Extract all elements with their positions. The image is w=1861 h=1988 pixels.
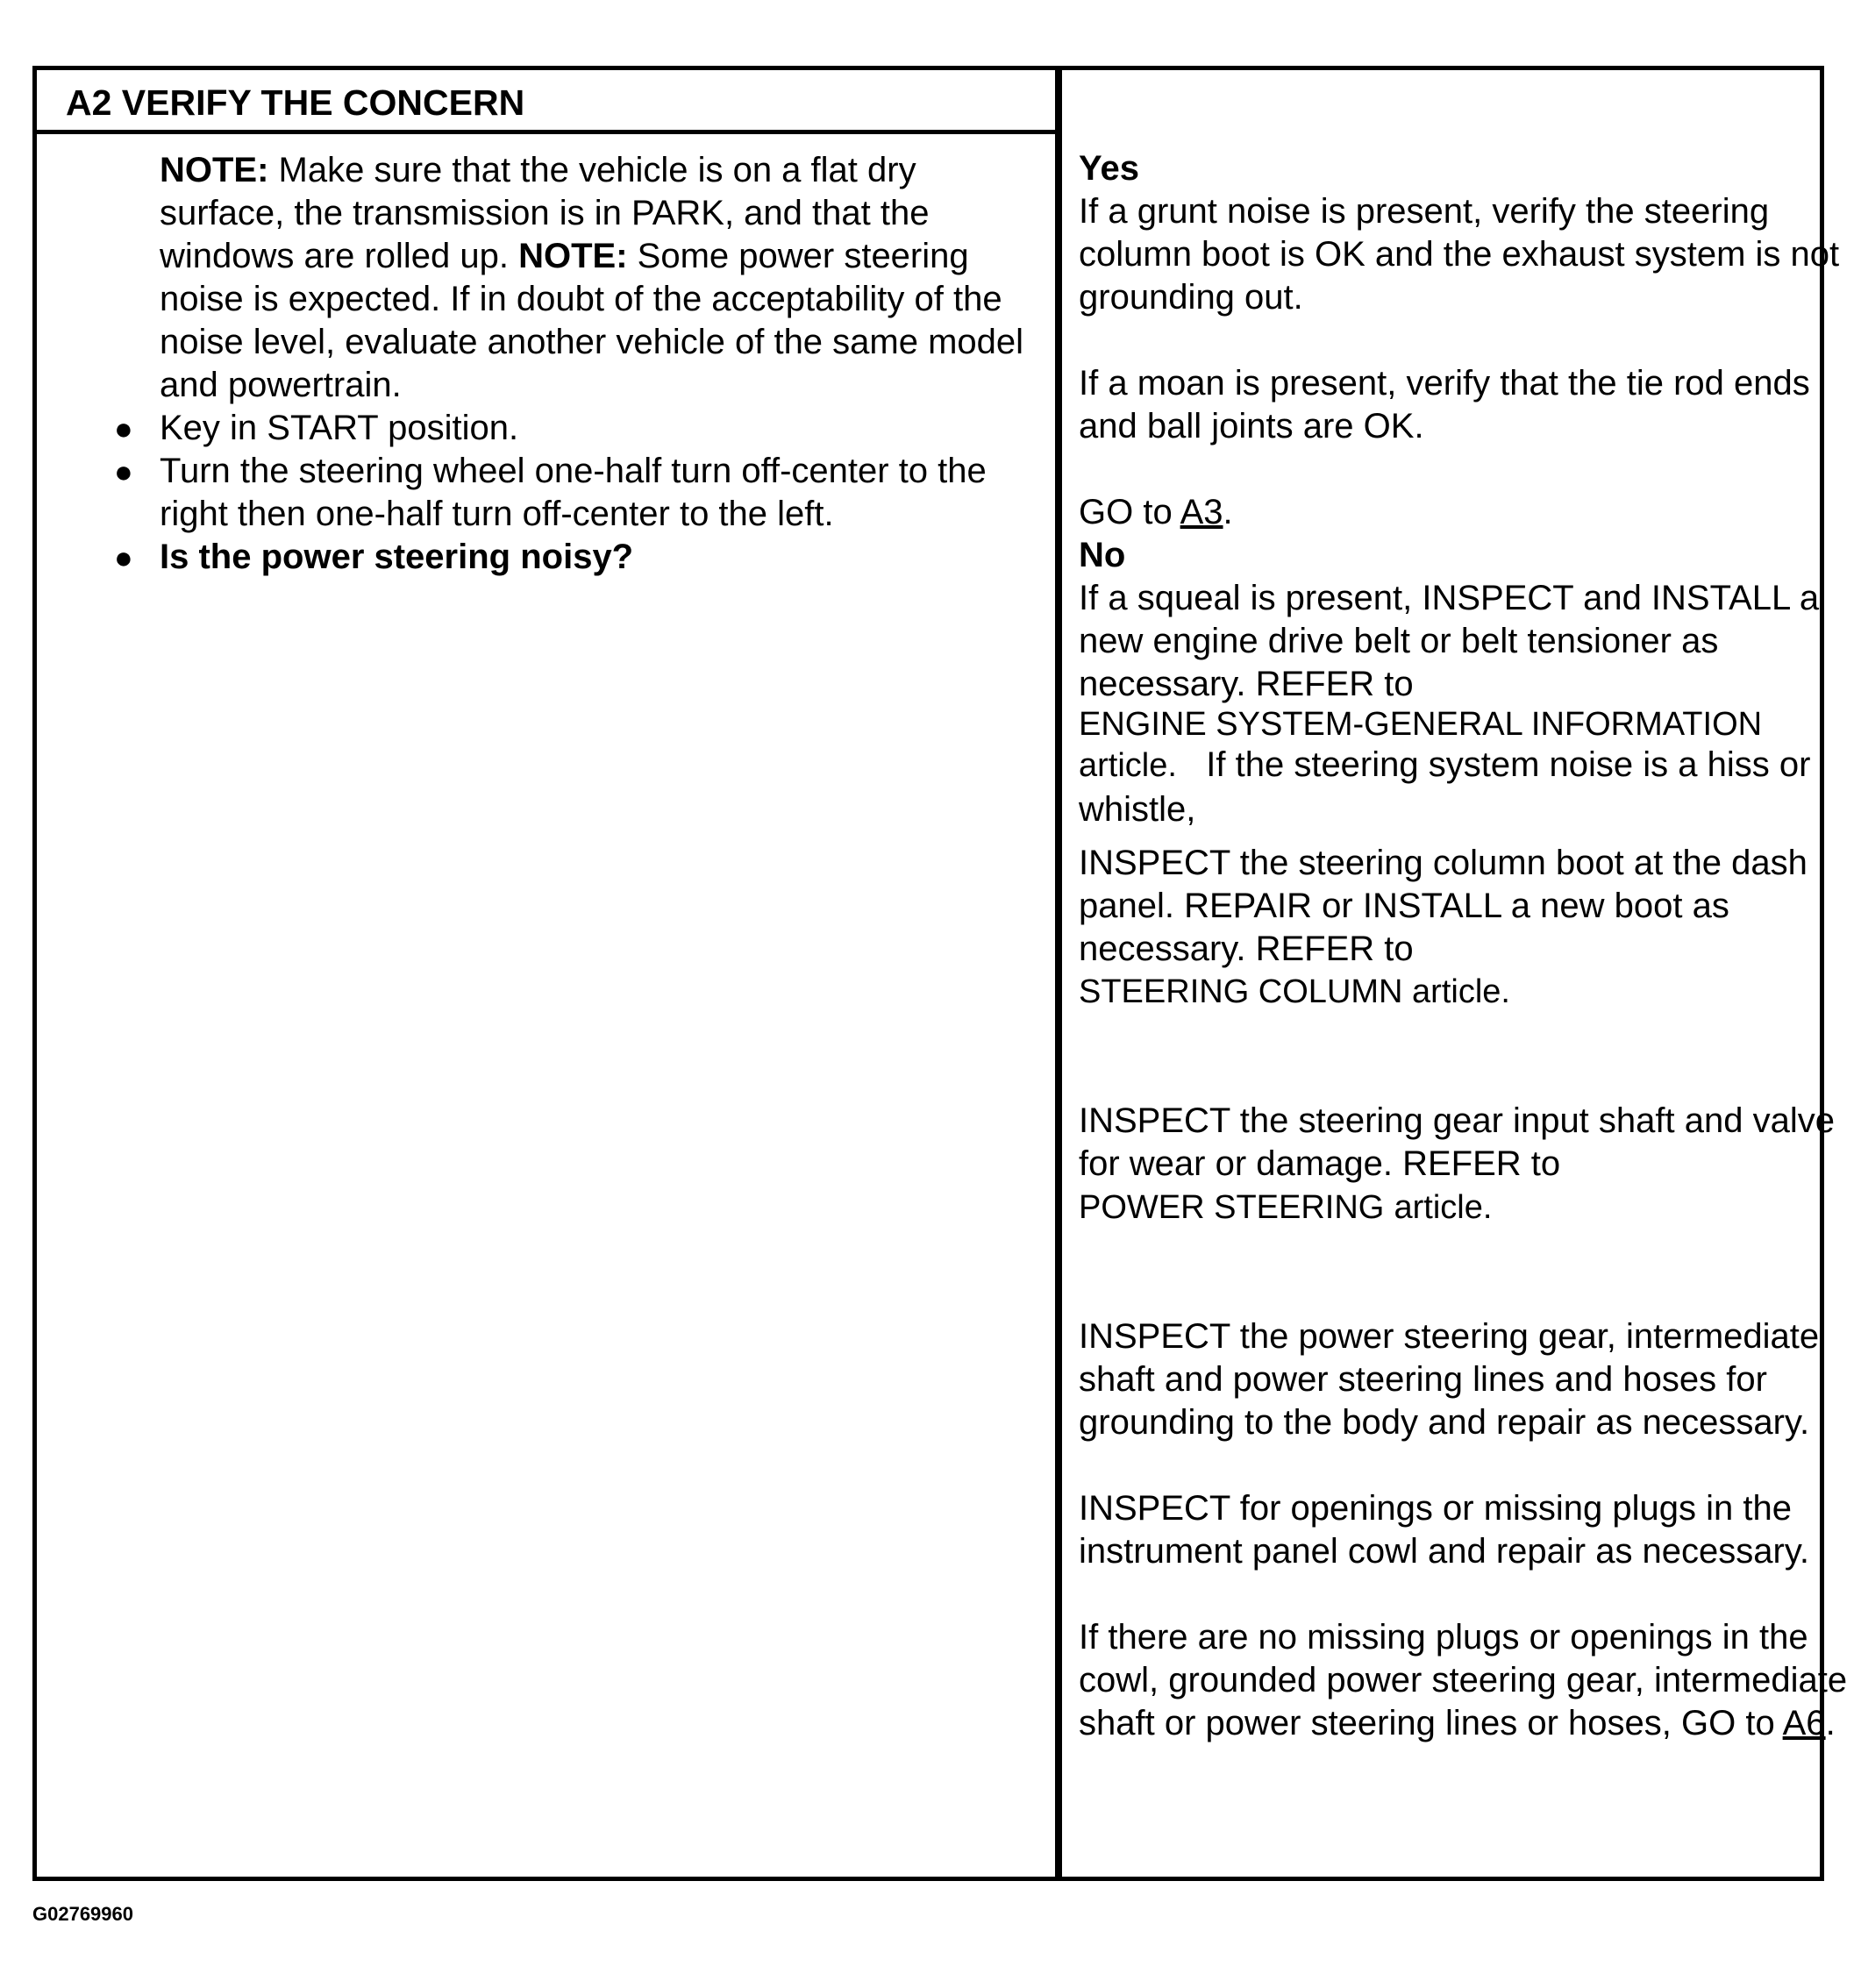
bullet-icon: ● [114,539,133,575]
bullet-icon: ● [114,410,133,446]
list-item [37,536,1055,579]
step-list [37,407,1055,579]
no-paragraph: If a squeal is present, INSPECT and INSTALL a new engine drive belt or belt tensioner as necessary. REFER to [1079,579,1820,703]
question-text: Is the power steering noisy? [160,538,634,576]
no-paragraph: INSPECT the power steering gear, intermediate shaft and power steering lines and hoses for grounding to the body and repair as necessary. [1079,1317,1820,1442]
note-text: Make sure that the vehicle is on a flat dry surface, the transmission is in PARK, and that the windows are rolled up. [160,151,930,275]
reference-link[interactable]: STEERING COLUMN article. [1079,973,1510,1010]
list-item: ● Turn the steering wheel one-half turn off-center to the right then one-half turn off-center to the left. [114,452,987,533]
procedure-table [32,66,1848,1881]
no-paragraph: If there are no missing plugs or openings in the cowl, grounded power steering gear, intermediate shaft or power steering lines or hoses, GO to A6. [1079,1618,1848,1742]
no-paragraph: INSPECT for openings or missing plugs in the instrument panel cowl and repair as necessary. [1079,1489,1810,1571]
no-paragraph: INSPECT the steering column boot at the dash panel. REPAIR or INSTALL a new boot as necessary. REFER to [1079,844,1808,968]
reference-line: POWER STEERING article. [1079,1189,1493,1226]
note-text: Some power steering noise is expected. If in doubt of the acceptability of the noise level, evaluate another vehicle of the same model and powertrain. [160,237,1024,404]
yes-label: Yes [1079,149,1139,188]
reference-link[interactable]: POWER STEERING [1079,1189,1385,1226]
no-label: No [1079,536,1126,574]
goto-a3-link[interactable]: A3 [1180,493,1223,531]
reference-link[interactable]: ENGINE SYSTEM-GENERAL INFORMATION [1079,706,1763,743]
no-paragraph: article. If the steering system noise is a hiss or whistle, [1079,745,1811,829]
note-label: NOTE: [160,151,269,189]
header-divider [37,130,1055,134]
note-label: NOTE: [518,237,628,275]
column-divider [1055,70,1062,1877]
no-paragraph: INSPECT the steering gear input shaft and valve for wear or damage. REFER to [1079,1101,1835,1183]
figure-id: G02769960 [32,1903,133,1925]
goto-a6-link[interactable]: A6 [1782,1704,1826,1742]
goto-line: GO to A3. [1079,493,1233,531]
note-block [160,149,1029,407]
step-title: A2 VERIFY THE CONCERN [66,82,525,123]
yes-paragraph: If a moan is present, verify that the tie rod ends and ball joints are OK. [1079,364,1810,445]
list-item: ● Key in START position. [37,407,1055,450]
yes-paragraph: If a grunt noise is present, verify the steering column boot is OK and the exhaust system is not grounding out. [1079,192,1840,317]
result-action-column [1079,140,1859,1745]
test-step-column [37,140,1055,579]
bullet-icon: ● [114,453,133,489]
